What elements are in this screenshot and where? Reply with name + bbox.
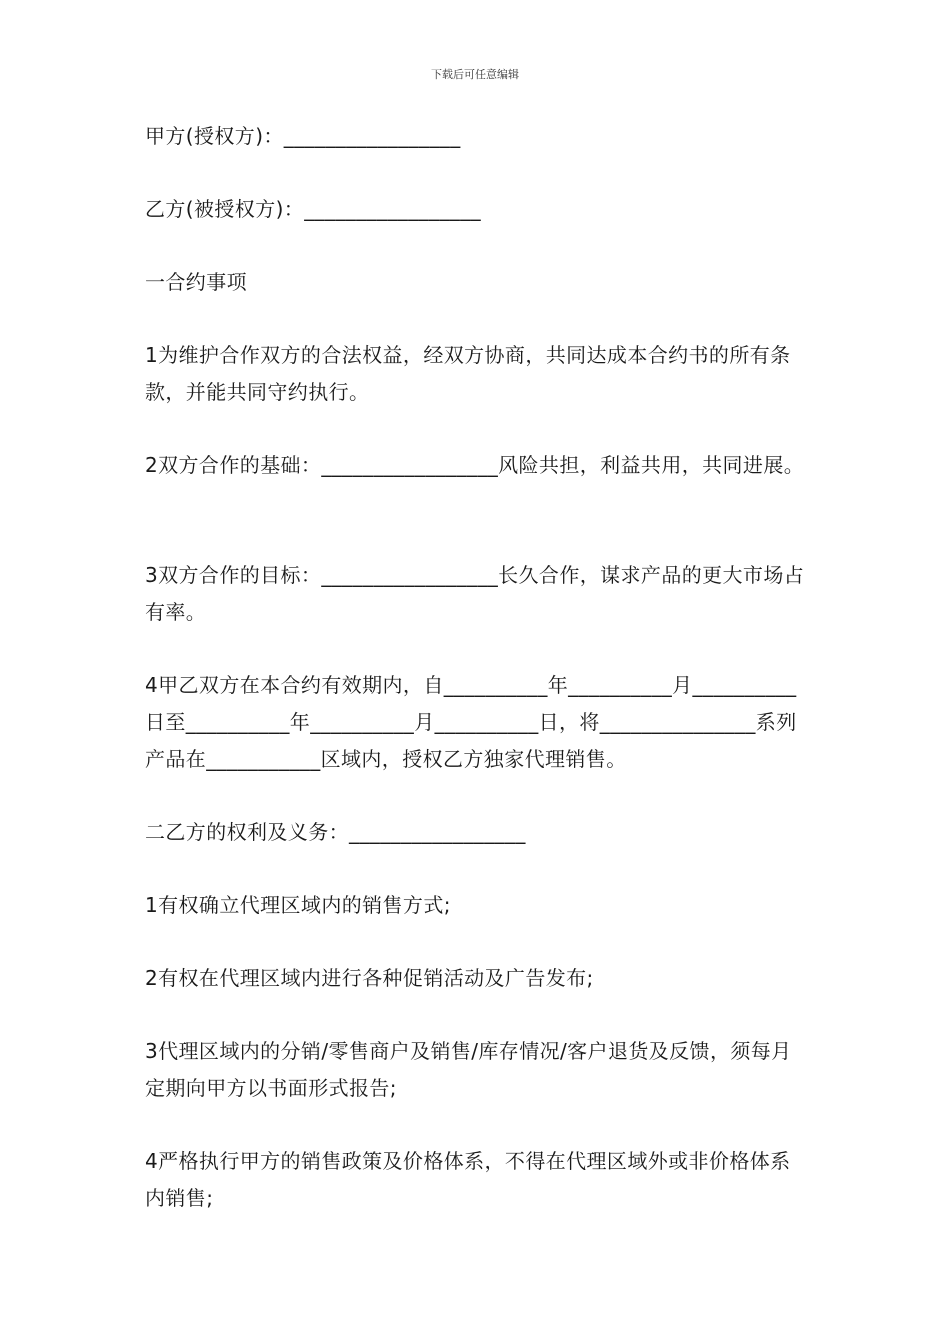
right-2: 2有权在代理区域内进行各种促销活动及广告发布; bbox=[145, 966, 594, 990]
right-3: 3代理区域内的分销/零售商户及销售/库存情况/客户退货及反馈，须每月定期向甲方以书面形式报告; bbox=[145, 1039, 792, 1100]
party-a-line: 甲方(授权方)：_________________ bbox=[145, 124, 461, 148]
section-heading-party-b-rights: 二乙方的权利及义务：_________________ bbox=[145, 820, 526, 844]
clause-2: 2双方合作的基础：_________________风险共担，利益共用，共同进展。 bbox=[145, 453, 805, 477]
right-4: 4严格执行甲方的销售政策及价格体系，不得在代理区域外或非价格体系内销售; bbox=[145, 1149, 791, 1210]
clause-3: 3双方合作的目标：_________________长久合作，谋求产品的更大市场占有率。 bbox=[145, 563, 805, 624]
section-heading-contract-items: 一合约事项 bbox=[145, 270, 247, 294]
clause-1: 1为维护合作双方的合法权益，经双方协商，共同达成本合约书的所有条款，并能共同守约执行。 bbox=[145, 343, 791, 404]
page-header-note: 下载后可任意编辑 bbox=[431, 68, 519, 81]
right-1: 1有权确立代理区域内的销售方式; bbox=[145, 893, 451, 917]
clause-4: 4甲乙双方在本合约有效期内，自__________年__________月__________日至__________年__________月__________日，将_______________系列产品在___________区域内，授权乙方独家代理销售。 bbox=[145, 673, 797, 771]
party-b-line: 乙方(被授权方)：_________________ bbox=[145, 197, 482, 221]
